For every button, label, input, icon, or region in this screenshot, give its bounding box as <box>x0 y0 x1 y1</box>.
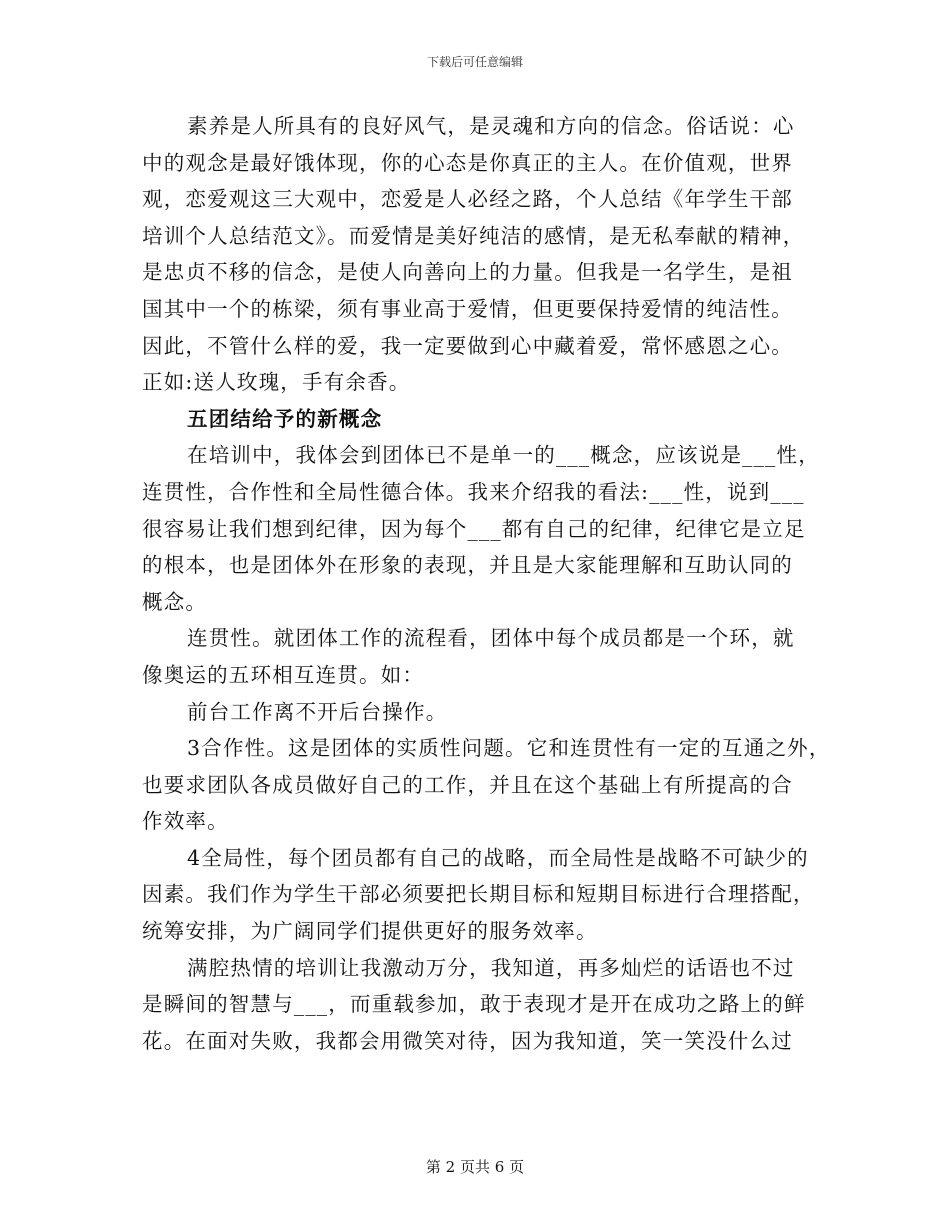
paragraph-line: 花。在面对失败，我都会用微笑对待，因为我知道，笑一笑没什么过 <box>142 1028 793 1053</box>
paragraph-line: 作效率。 <box>142 809 229 834</box>
paragraph-line: 统筹安排，为广阔同学们提供更好的服务效率。 <box>142 919 598 944</box>
paragraph-line: 培训个人总结范文》。而爱情是美好纯洁的感情，是无私奉献的精神， <box>142 223 805 248</box>
paragraph-line: 连贯性，合作性和全局性德合体。我来介绍我的看法:___性，说到___ <box>142 479 805 504</box>
section-heading: 五团结给予的新概念 <box>187 406 383 431</box>
paragraph-line: 前台工作离不开后台操作。 <box>187 699 448 724</box>
page-footer: 第 2 页共 6 页 <box>425 1158 525 1176</box>
paragraph-line: 是忠贞不移的信念，是使人向善向上的力量。但我是一名学生，是祖 <box>142 260 793 285</box>
paragraph-line: 观，恋爱观这三大观中，恋爱是人必经之路，个人总结《年学生干部 <box>142 187 793 212</box>
paragraph-line: 连贯性。就团体工作的流程看，团体中每个成员都是一个环，就 <box>187 626 795 651</box>
paragraph-line: 正如:送人玫瑰，手有余香。 <box>142 370 411 395</box>
paragraph-line: 中的观念是最好饿体现，你的心态是你真正的主人。在价值观，世界 <box>142 150 793 175</box>
paragraph-line: 像奥运的五环相互连贯。如： <box>142 662 425 687</box>
paragraph-line: 在培训中，我体会到团体已不是单一的___概念，应该说是___性， <box>187 443 820 468</box>
paragraph-line: 国其中一个的栋梁，须有事业高于爱情，但更要保持爱情的纯洁性。 <box>142 296 793 321</box>
paragraph-line: 的根本，也是团体外在形象的表现，并且是大家能理解和互助认同的 <box>142 553 793 578</box>
paragraph-line: 因此，不管什么样的爱，我一定要做到心中藏着爱，常怀感恩之心。 <box>142 333 793 358</box>
paragraph-line: 满腔热情的培训让我激动万分，我知道，再多灿烂的话语也不过 <box>187 955 795 980</box>
paragraph-line: 3合作性。这是团体的实质性问题。它和连贯性有一定的互通之外， <box>187 736 831 761</box>
paragraph-line: 也要求团队各成员做好自己的工作，并且在这个基础上有所提高的合 <box>142 772 793 797</box>
paragraph-line: 因素。我们作为学生干部必须要把长期目标和短期目标进行合理搭配， <box>142 882 815 907</box>
paragraph-line: 素养是人所具有的良好风气，是灵魂和方向的信念。俗话说：心 <box>187 114 795 138</box>
paragraph-line: 是瞬间的智慧与___，而重载参加，敢于表现才是开在成功之路上的鲜 <box>142 992 806 1017</box>
paragraph-line: 概念。 <box>142 589 208 614</box>
page-header: 下载后可任意编辑 <box>426 55 523 69</box>
paragraph-line: 4全局性，每个团员都有自己的战略，而全局性是战略不可缺少的 <box>187 845 809 870</box>
paragraph-line: 很容易让我们想到纪律，因为每个___都有自己的纪律，纪律它是立足 <box>142 516 806 541</box>
document-body <box>142 108 832 1059</box>
